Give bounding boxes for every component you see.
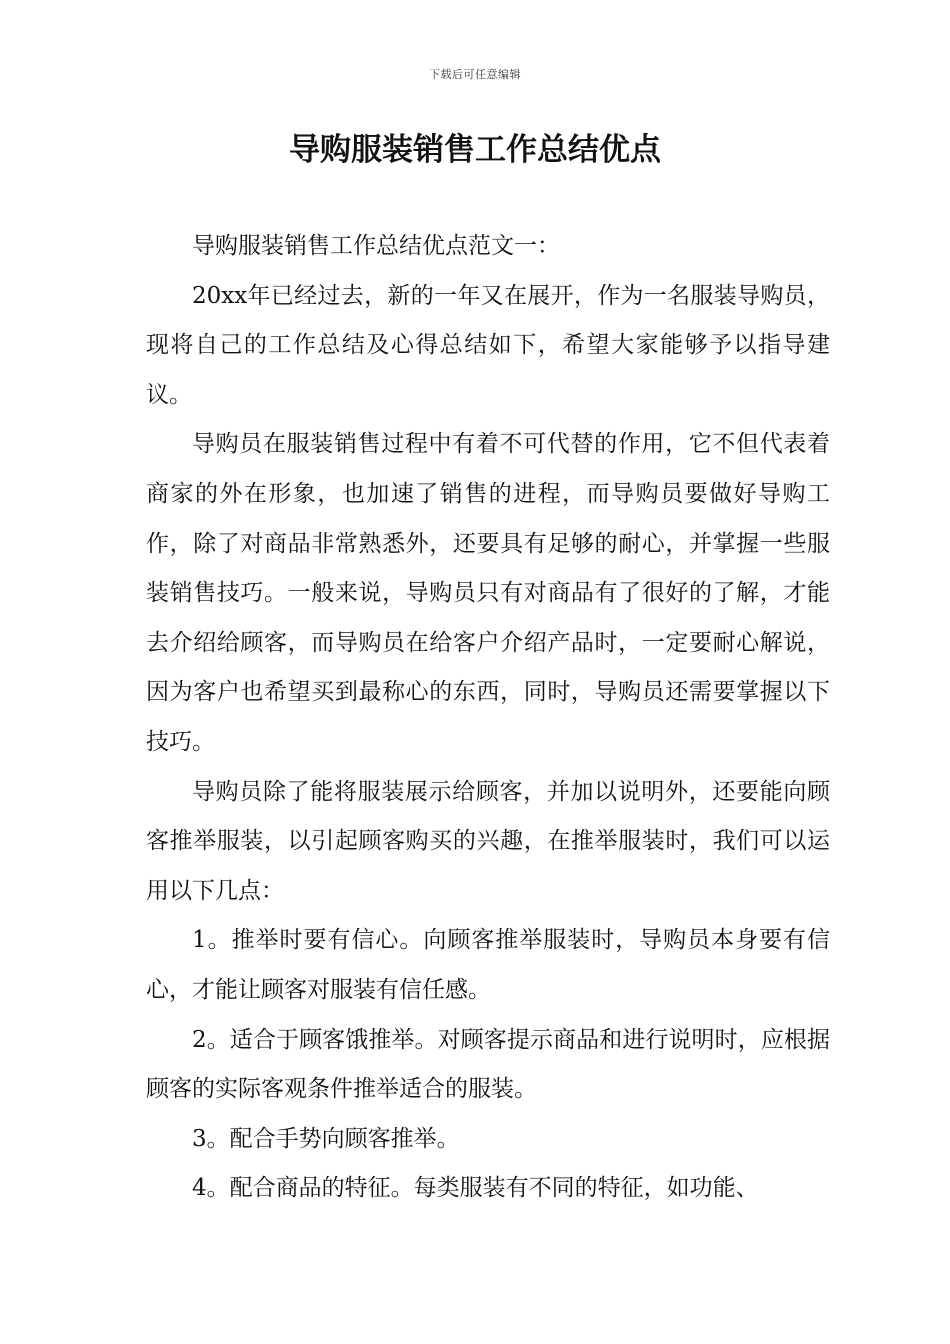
paragraph-intro: 导购服装销售工作总结优点范文一： — [192, 233, 560, 259]
header-note: 下载后可任意编辑 — [429, 68, 521, 81]
paragraph: 导购员在服装销售过程中有着不可代替的作用，它不但代表着商家的外在形象，也加速了销售的进程，而导购员要做好导购工作，除了对商品非常熟悉外，还要具有足够的耐心，并掌握一些服装销售技巧。一般来说，导购员只有对商品有了很好的了解，才能去介绍给顾客，而导购员在给客户介绍产品时，一定要耐心解说，因为客户也希望买到最称心的东西，同时，导购员还需要掌握以下技巧。 — [146, 431, 830, 755]
list-item: 4。配合商品的特征。每类服装有不同的特征，如功能、 — [192, 1175, 759, 1202]
paragraph: 20xx年已经过去，新的一年又在展开，作为一名服装导购员，现将自己的工作总结及心得总结如下，希望大家能够予以指导建议。 — [146, 282, 830, 408]
paragraph: 导购员除了能将服装展示给顾客，并加以说明外，还要能向顾客推举服装，以引起顾客购买的兴趣，在推举服装时，我们可以运用以下几点： — [146, 778, 830, 904]
list-item: 3。配合手势向顾客推举。 — [192, 1125, 460, 1152]
document-body — [146, 222, 830, 1214]
list-item: 1。推举时要有信心。向顾客推举服装时，导购员本身要有信心，才能让顾客对服装有信任感。 — [146, 927, 830, 1003]
list-item: 2。适合于顾客饿推举。对顾客提示商品和进行说明时，应根据顾客的实际客观条件推举适合的服装。 — [146, 1026, 830, 1103]
document-title: 导购服装销售工作总结优点 — [289, 132, 661, 168]
